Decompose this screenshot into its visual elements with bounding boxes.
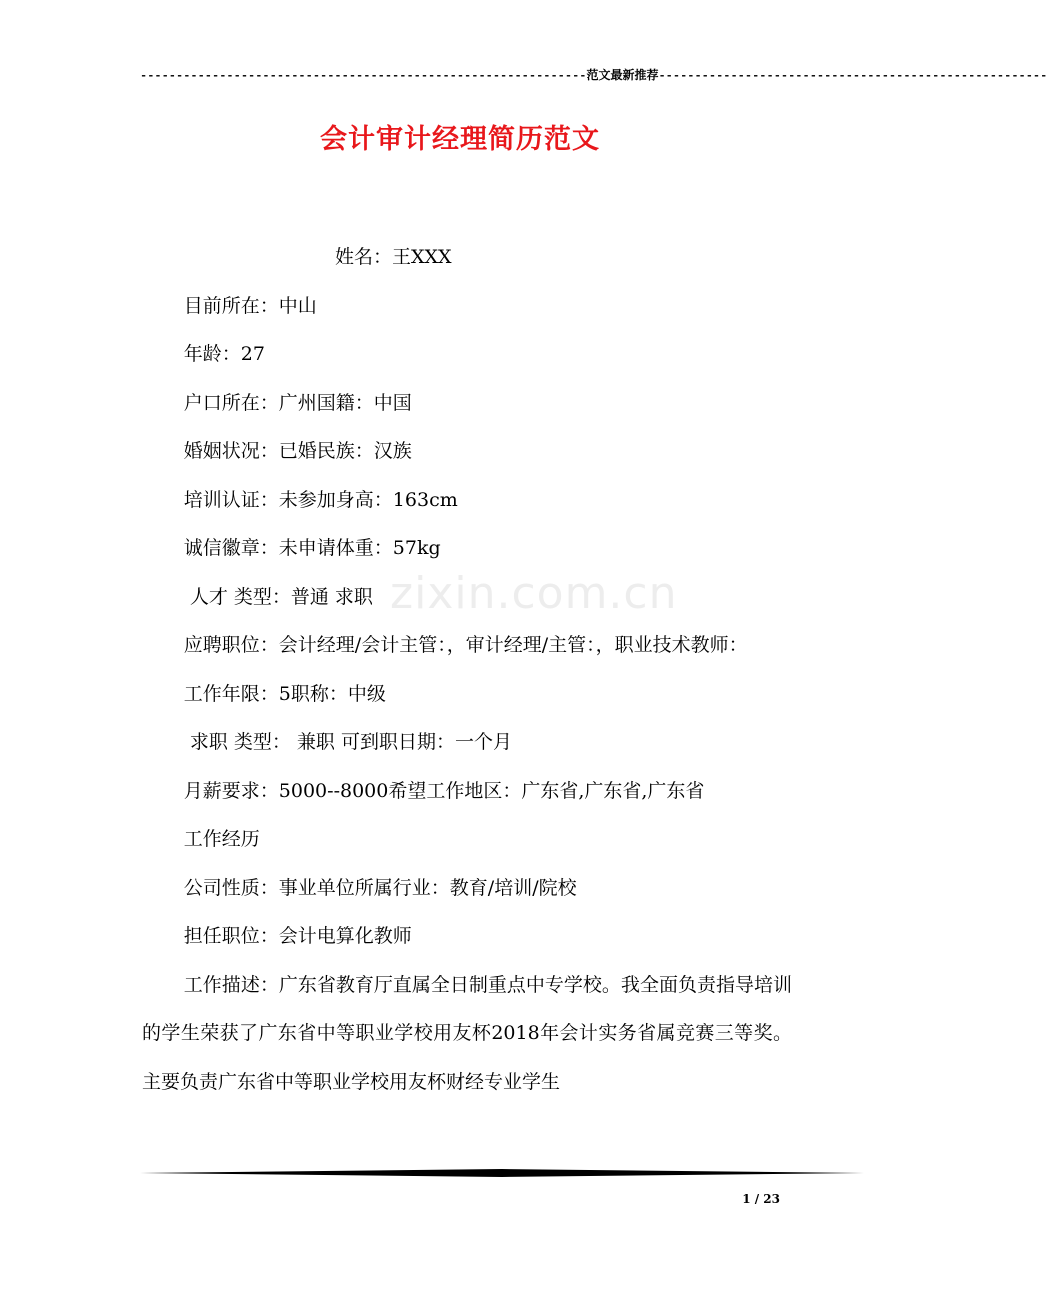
training-line: 培训认证：未参加身高：163cm (183, 488, 458, 511)
location-line: 目前所在：中山 (183, 294, 317, 317)
age-line: 年龄：27 (183, 343, 265, 365)
page-header: --------------------------------------------------------------范文最新推荐------------------------------------------------------ (140, 69, 1047, 83)
salary-line: 月薪要求：5000--8000希望工作地区：广东省,广东省,广东省 (183, 779, 705, 802)
hukou-line: 户口所在：广州国籍：中国 (183, 391, 412, 414)
resume-body (142, 233, 792, 1106)
work-history-heading: 工作经历 (183, 828, 260, 850)
position-applied-line: 应聘职位：会计经理/会计主管：，审计经理/主管：，职业技术教师： (183, 634, 748, 656)
job-title-line: 担任职位：会计电算化教师 (183, 925, 412, 947)
company-nature-line: 公司性质：事业单位所属行业：教育/培训/院校 (183, 876, 577, 899)
document-title: 会计审计经理简历范文 (320, 124, 600, 155)
marital-line: 婚姻状况：已婚民族：汉族 (183, 440, 412, 462)
watermark: zixin.com.cn (390, 568, 678, 619)
work-years-line: 工作年限：5职称：中级 (183, 682, 386, 705)
footer-rule (140, 1168, 864, 1178)
talent-type-line: 人才 类型：普通 求职 (183, 585, 373, 608)
integrity-line: 诚信徽章：未申请体重：57kg (183, 537, 441, 559)
page-number: 1 / 23 (742, 1192, 780, 1206)
name-line: 姓名：王XXX (335, 246, 452, 268)
job-description-paragraph: 工作描述：广东省教育厅直属全日制重点中专学校。我全面负责指导培训的学生荣获了广东省中等职业学校用友杯2018年会计实务省属竞赛三等奖。主要负责广东省中等职业学校用友杯财经专业学生 (142, 973, 792, 1093)
job-type-line: 求职 类型： 兼职 可到职日期：一个月 (183, 731, 512, 753)
